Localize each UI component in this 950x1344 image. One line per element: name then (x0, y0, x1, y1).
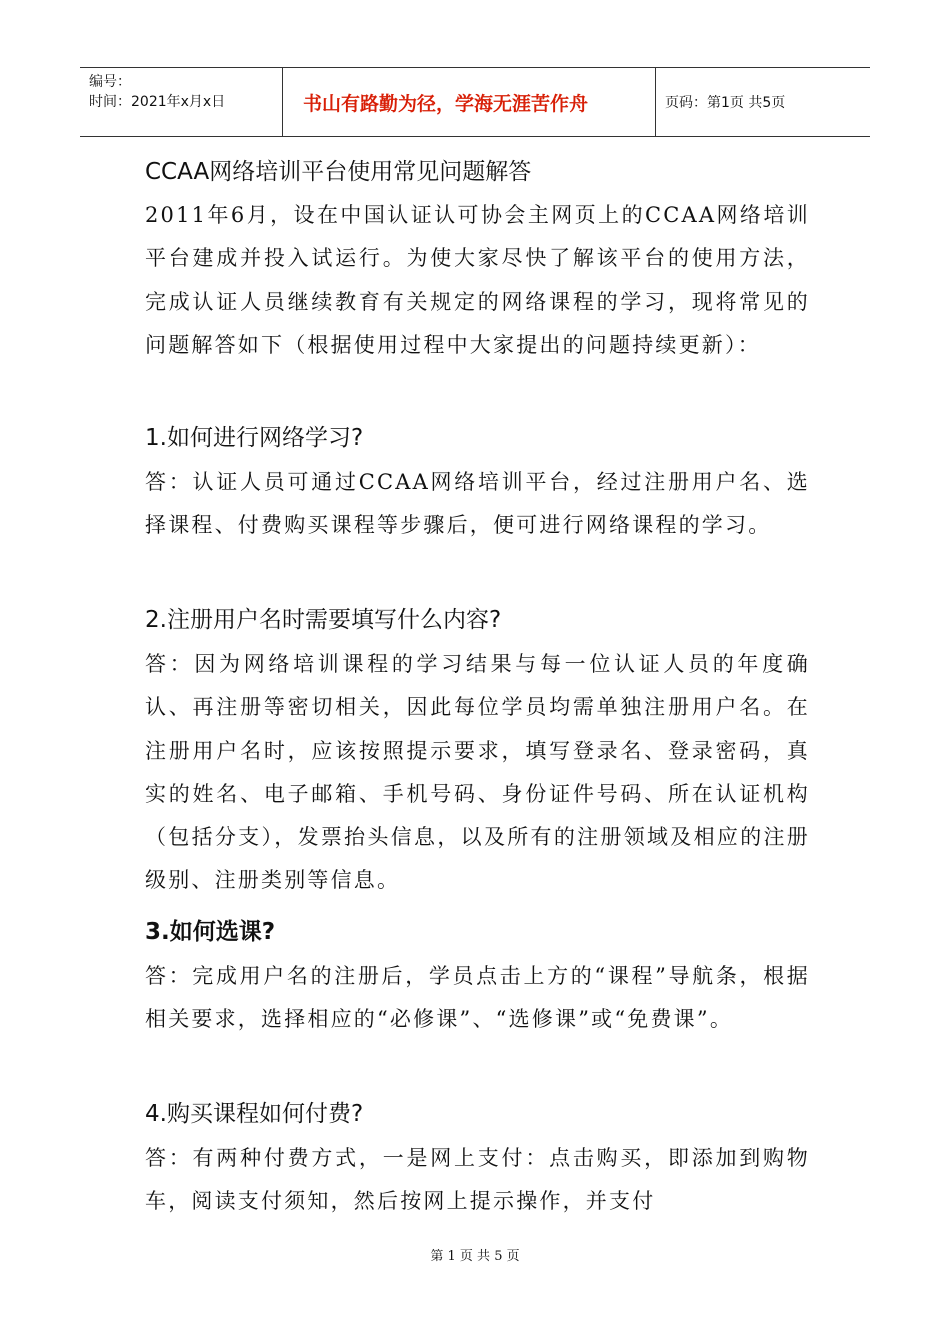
document-title: CCAA网络培训平台使用常见问题解答 (145, 159, 532, 185)
answer-1: 答：认证人员可通过CCAA网络培训平台，经过注册用户名、选择课程、付费购买课程等步骤后，便可进行网络课程的学习。 (145, 470, 810, 538)
question-2: 2.注册用户名时需要填写什么内容? (145, 607, 502, 633)
answer-3: 答：完成用户名的注册后，学员点击上方的“课程”导航条，根据相关要求，选择相应的“必修课”、“选修课”或“免费课”。 (145, 964, 810, 1032)
intro-paragraph: 2011年6月，设在中国认证认可协会主网页上的CCAA网络培训平台建成并投入试运行。为使大家尽快了解该平台的使用方法，完成认证人员继续教育有关规定的网络课程的学习，现将常见的问题解答如下（根据使用过程中大家提出的问题持续更新）： (145, 203, 810, 357)
page-header (80, 67, 870, 137)
question-1: 1.如何进行网络学习? (145, 425, 364, 451)
answer-2: 答：因为网络培训课程的学习结果与每一位认证人员的年度确认、再注册等密切相关，因此每位学员均需单独注册用户名。在注册用户名时，应该按照提示要求，填写登录名、登录密码，真实的姓名、电子邮箱、手机号码、身份证件号码、所在认证机构（包括分支），发票抬头信息，以及所有的注册领域及相应的注册级别、注册类别等信息。 (145, 652, 810, 893)
number-label: 编号： (89, 74, 131, 90)
header-page-info: 页码：第1页 共5页 (665, 95, 786, 111)
header-meta (80, 68, 283, 136)
document-body (145, 150, 810, 1224)
page-footer: 第 1 页 共 5 页 (430, 1249, 520, 1264)
question-4: 4.购买课程如何付费? (145, 1101, 364, 1127)
time-label: 时间：2021年x月x日 (89, 94, 226, 110)
answer-4: 答：有两种付费方式，一是网上支付：点击购买，即添加到购物车，阅读支付须知，然后按网上提示操作，并支付 (145, 1146, 810, 1214)
header-motto: 书山有路勤为径，学海无涯苦作舟 (283, 68, 656, 136)
question-3: 3.如何选课? (145, 919, 276, 945)
